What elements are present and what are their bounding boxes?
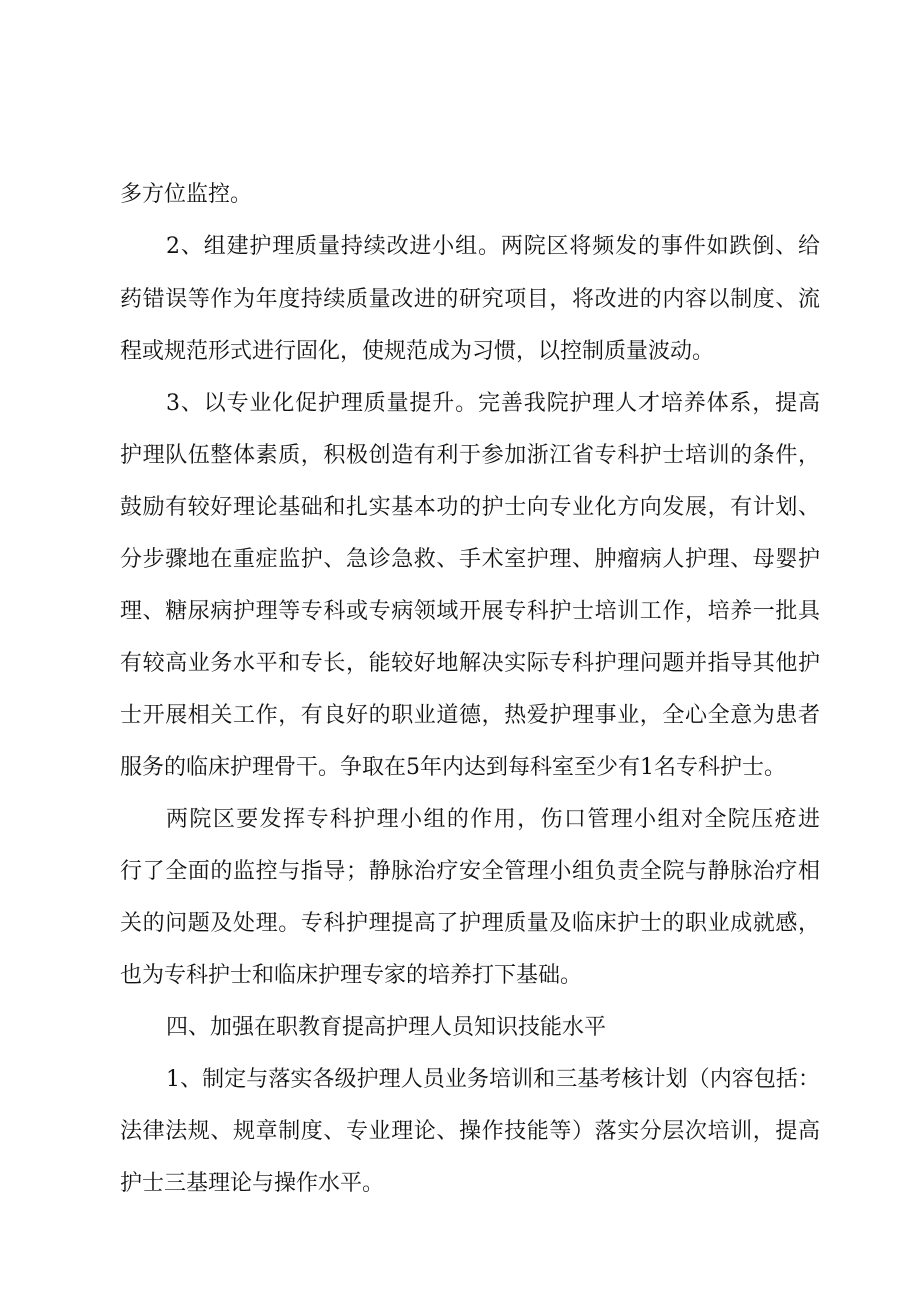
section-heading: 四、加强在职教育提高护理人员知识技能水平 — [166, 1015, 607, 1040]
text-line: 药错误等作为年度持续质量改进的研究项目，将改进的内容以制度、流 — [120, 287, 820, 312]
text-line: 行了全面的监控与指导；静脉治疗安全管理小组负责全院与静脉治疗相 — [120, 859, 820, 884]
paragraph-start-line: 1、制定与落实各级护理人员业务培训和三基考核计划（内容包括： — [166, 1067, 820, 1092]
text-line: 多方位监控。 — [120, 182, 253, 207]
text-line: 服务的临床护理骨干。争取在5年内达到每科室至少有1名专科护士。 — [120, 755, 786, 780]
text-line: 有较高业务水平和专长，能较好地解决实际专科护理问题并指导其他护 — [120, 651, 820, 676]
text-line: 理、糖尿病护理等专科或专病领域开展专科护士培训工作，培养一批具 — [120, 599, 820, 624]
text-line: 程或规范形式进行固化，使规范成为习惯，以控制质量波动。 — [120, 339, 715, 364]
text-line: 鼓励有较好理论基础和扎实基本功的护士向专业化方向发展，有计划、 — [120, 495, 820, 520]
paragraph-start-line: 2、组建护理质量持续改进小组。两院区将频发的事件如跌倒、给 — [166, 234, 820, 259]
text-line: 关的问题及处理。专科护理提高了护理质量及临床护士的职业成就感， — [120, 911, 820, 936]
text-line: 也为专科护士和临床护理专家的培养打下基础。 — [120, 963, 583, 988]
paragraph-start-line: 3、以专业化促护理质量提升。完善我院护理人才培养体系，提高 — [166, 391, 820, 416]
text-line: 分步骤地在重症监护、急诊急救、手术室护理、肿瘤病人护理、母婴护 — [120, 547, 820, 572]
text-line: 法律法规、规章制度、专业理论、操作技能等）落实分层次培训，提高 — [120, 1119, 820, 1144]
paragraph-start-line: 两院区要发挥专科护理小组的作用，伤口管理小组对全院压疮进 — [166, 807, 820, 832]
text-line: 护士三基理论与操作水平。 — [120, 1171, 385, 1196]
text-line: 护理队伍整体素质，积极创造有利于参加浙江省专科护士培训的条件， — [120, 443, 820, 468]
text-line: 士开展相关工作，有良好的职业道德，热爱护理事业，全心全意为患者 — [120, 703, 820, 728]
